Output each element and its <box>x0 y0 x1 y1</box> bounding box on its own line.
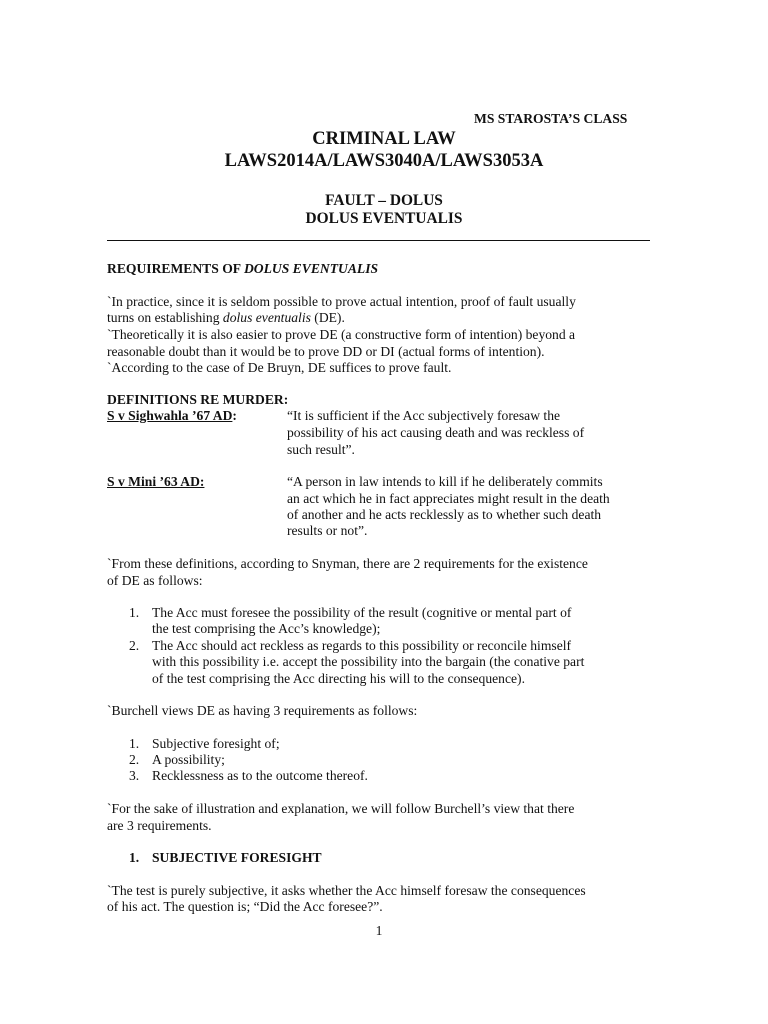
header-rule <box>107 240 650 241</box>
foresight-number: 1. <box>129 850 140 865</box>
page-number: 1 <box>375 923 383 938</box>
para-practice-text-b: (DE). <box>310 310 345 325</box>
foresight-line2: of his act. The question is; “Did the Acc foresee?”. <box>107 899 383 914</box>
snyman-intro-line1: `From these definitions, according to Snyman, there are 2 requirements for the existence <box>107 556 588 571</box>
case-sighwahla-colon: : <box>232 408 237 423</box>
foresight-heading: SUBJECTIVE FORESIGHT <box>152 850 322 865</box>
requirements-heading <box>107 260 378 277</box>
para-debruyn: `According to the case of De Bruyn, DE suffices to prove fault. <box>107 360 452 375</box>
burchell-intro: `Burchell views DE as having 3 requirements as follows: <box>107 703 418 718</box>
para-practice-line2 <box>107 309 345 326</box>
para-practice-text-a: turns on establishing <box>107 310 223 325</box>
snyman-item1-line1: The Acc must foresee the possibility of the result (cognitive or mental part of <box>152 605 572 620</box>
burchell-item1-text: Subjective foresight of; <box>152 736 280 751</box>
case-mini-quote-line1: “A person in law intends to kill if he deliberately commits <box>287 474 603 489</box>
snyman-item1-number: 1. <box>129 605 140 620</box>
snyman-item2-number: 2. <box>129 638 140 653</box>
burchell-follow-line1: `For the sake of illustration and explanation, we will follow Burchell’s view that there <box>107 801 575 816</box>
requirements-heading-prefix: REQUIREMENTS OF <box>107 261 244 276</box>
definitions-heading: DEFINITIONS RE MURDER: <box>107 392 289 407</box>
para-theory-line2: reasonable doubt than it would be to prove DD or DI (actual forms of intention). <box>107 344 545 359</box>
burchell-follow-line2: are 3 requirements. <box>107 818 212 833</box>
snyman-intro-line2: of DE as follows: <box>107 573 203 588</box>
subtitle-fault: FAULT – DOLUS <box>325 192 443 209</box>
burchell-item1-number: 1. <box>129 736 140 751</box>
course-codes: LAWS2014A/LAWS3040A/LAWS3053A <box>224 151 544 171</box>
burchell-item2-number: 2. <box>129 752 140 767</box>
page-title: CRIMINAL LAW <box>312 129 456 149</box>
requirements-heading-italic: DOLUS EVENTUALIS <box>243 261 379 276</box>
case-sighwahla-quote-line2: possibility of his act causing death and was reckless of <box>287 425 585 440</box>
case-sighwahla-link: S v Sighwahla ’67 AD <box>107 408 233 423</box>
case-mini-quote-line4: results or not”. <box>287 523 368 538</box>
para-practice-line1: `In practice, since it is seldom possible to prove actual intention, proof of fault usually <box>107 294 576 309</box>
class-label: MS STAROSTA’S CLASS <box>474 111 628 126</box>
subtitle-dolus-eventualis: DOLUS EVENTUALIS <box>305 210 463 227</box>
snyman-item1-line2: the test comprising the Acc’s knowledge); <box>152 621 381 636</box>
case-sighwahla-quote-line3: such result”. <box>287 442 355 457</box>
case-mini-quote-line3: of another and he acts recklessly as to whether such death <box>287 507 602 522</box>
para-practice-italic: dolus eventualis <box>222 310 311 325</box>
case-mini-quote-line2: an act which he in fact appreciates might result in the death <box>287 491 610 506</box>
snyman-item2-line2: with this possibility i.e. accept the possibility into the bargain (the conative part <box>152 654 585 669</box>
snyman-item2-line3: of the test comprising the Acc directing his will to the consequence). <box>152 671 525 686</box>
burchell-item3-text: Recklessness as to the outcome thereof. <box>152 768 368 783</box>
burchell-item2-text: A possibility; <box>152 752 225 767</box>
case-sighwahla-name <box>107 407 237 424</box>
foresight-line1: `The test is purely subjective, it asks whether the Acc himself foresaw the consequences <box>107 883 586 898</box>
para-theory-line1: `Theoretically it is also easier to prove DE (a constructive form of intention) beyond a <box>107 327 576 342</box>
snyman-item2-line1: The Acc should act reckless as regards to this possibility or reconcile himself <box>152 638 572 653</box>
burchell-item3-number: 3. <box>129 768 140 783</box>
case-sighwahla-quote-line1: “It is sufficient if the Acc subjectively foresaw the <box>287 408 561 423</box>
case-mini-name: S v Mini ’63 AD: <box>107 474 205 489</box>
